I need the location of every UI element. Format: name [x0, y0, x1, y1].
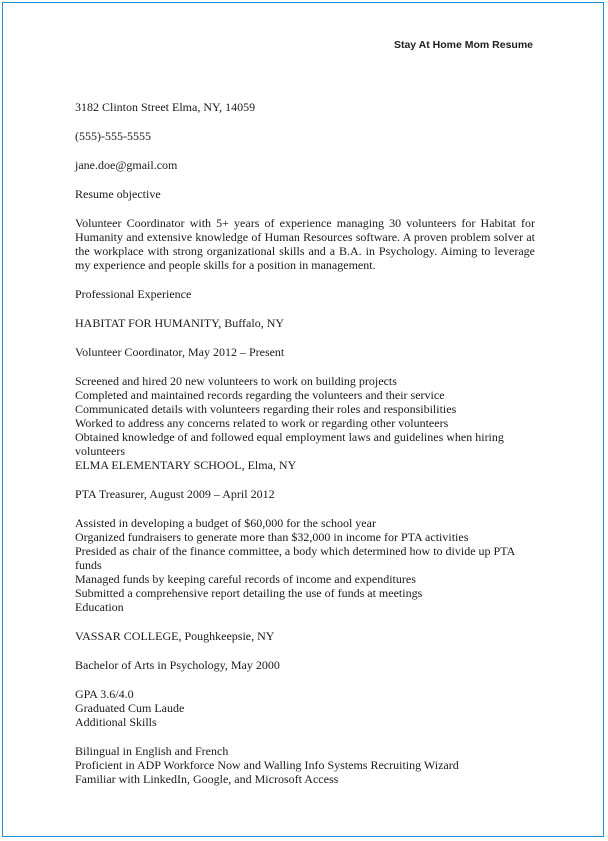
job-duty: Communicated details with volunteers regarding their roles and responsibilities — [75, 402, 457, 416]
education-gpa: GPA 3.6/4.0 — [75, 687, 134, 701]
job-duty: Screened and hired 20 new volunteers to work on building projects — [75, 374, 397, 388]
job-duty: Assisted in developing a budget of $60,000 for the school year — [75, 516, 376, 530]
contact-address: 3182 Clinton Street Elma, NY, 14059 — [75, 100, 256, 114]
skills-list — [75, 744, 535, 786]
job-duty: Organized fundraisers to generate more than $32,000 in income for PTA activities — [75, 530, 469, 544]
job-duties-list — [75, 374, 535, 458]
education-degree: Bachelor of Arts in Psychology, May 2000 — [75, 658, 280, 672]
job-organization: ELMA ELEMENTARY SCHOOL, Elma, NY — [75, 458, 297, 472]
skill-item: Familiar with LinkedIn, Google, and Microsoft Access — [75, 772, 339, 786]
education-heading: Education — [75, 600, 124, 614]
contact-email: jane.doe@gmail.com — [75, 158, 178, 172]
objective-heading: Resume objective — [75, 187, 161, 201]
job-role: PTA Treasurer, August 2009 – April 2012 — [75, 487, 275, 501]
job-duties-list — [75, 516, 535, 600]
experience-heading: Professional Experience — [75, 287, 192, 301]
job-duty: Obtained knowledge of and followed equal employment laws and guidelines when hiring volunteers — [75, 430, 504, 458]
job-duty: Submitted a comprehensive report detailing the use of funds at meetings — [75, 586, 423, 600]
resume-body — [75, 100, 535, 786]
job-role: Volunteer Coordinator, May 2012 – Present — [75, 345, 285, 359]
job-duty: Completed and maintained records regarding the volunteers and their service — [75, 388, 445, 402]
document-title: Stay At Home Mom Resume — [393, 39, 533, 51]
job-duty: Worked to address any concerns related to work or regarding other volunteers — [75, 416, 449, 430]
skills-heading: Additional Skills — [75, 715, 157, 729]
job-organization: HABITAT FOR HUMANITY, Buffalo, NY — [75, 316, 285, 330]
skill-item: Proficient in ADP Workforce Now and Walling Info Systems Recruiting Wizard — [75, 758, 459, 772]
objective-text: Volunteer Coordinator with 5+ years of experience managing 30 volunteers for Habitat for Humanity and extensive knowledge of Human Resources software. A proven problem solver at the workplace with strong organizational skills and a B.A. in Psychology. Aiming to leverage my experience and people skills for a position in management. — [75, 216, 535, 272]
job-duty: Presided as chair of the finance committee, a body which determined how to divide up PTA funds — [75, 544, 515, 572]
job-duty: Managed funds by keeping careful records of income and expenditures — [75, 572, 416, 586]
education-honors: Graduated Cum Laude — [75, 701, 185, 715]
skill-item: Bilingual in English and French — [75, 744, 229, 758]
education-school: VASSAR COLLEGE, Poughkeepsie, NY — [75, 629, 275, 643]
contact-phone: (555)-555-5555 — [75, 129, 151, 143]
